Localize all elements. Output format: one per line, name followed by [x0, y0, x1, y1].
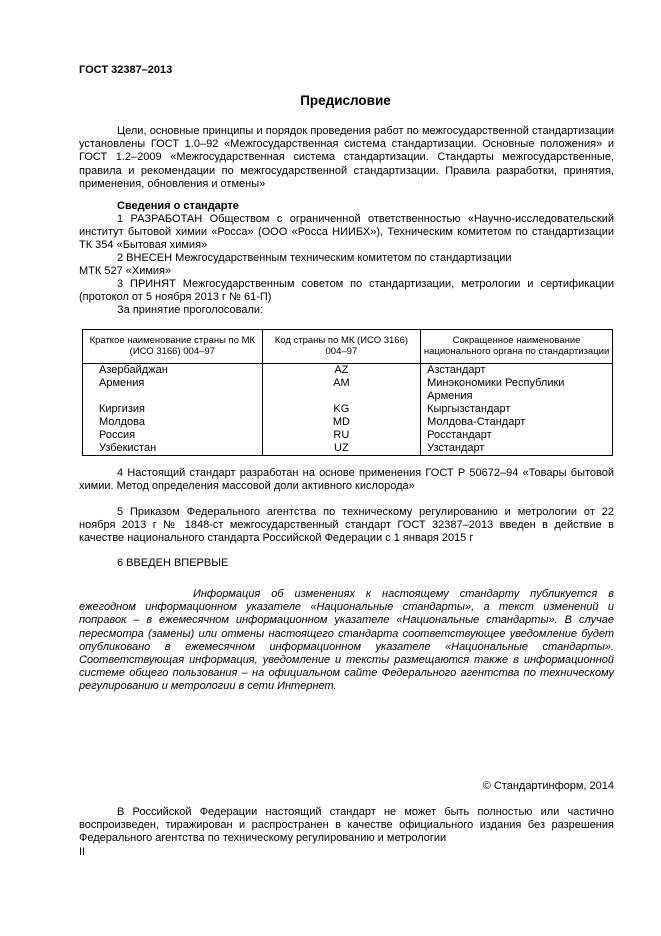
standards-body-text: Минэкономики Республики Армения	[427, 377, 565, 402]
about-heading: Сведения о стандарте	[117, 200, 239, 212]
amendments-info-notice: Информация об изменениях к настоящему стандарту публикуется в ежегодном информационном указателе «Национальные стандарты», а текст изменений и поправок – в ежемесячном информационном указателе «Национальные стандарты». В случае пересмотра (замены) или отмены настоящего стандарта соответствующее уведомление будет опубликовано в ежемесячном информационном указателе «Национальные стандарты». Соответствующая информация, уведомление и тексты размещаются также в информационной системе общего пользования – на официальном сайте Федерального агентства по техническому регулированию и метрологии в сети Интернет.	[79, 588, 614, 693]
intro-paragraph: Цели, основные принципы и порядок проведения работ по межгосударственной стандартизации установлены ГОСТ 1.0–92 «Межгосударственная система стандартизации. Основные положения» и ГОСТ 1.2–2009 «Межгосударственная система стандартизации. Стандарты межгосударственные, правила и рекомендации по межгосударственной стандартизации. Правила разработки, принятия, применения, обновления и отмены»	[79, 125, 614, 190]
country-code: MD	[262, 416, 420, 429]
table-row	[83, 377, 613, 403]
page-title: Предисловие	[300, 93, 391, 108]
country-code: RU	[262, 429, 420, 442]
country-code: AZ	[262, 364, 420, 378]
first-introduced-item: 6 ВВЕДЕН ВПЕРВЫЕ	[117, 557, 229, 569]
table-row	[83, 364, 613, 378]
standards-body: Азстандарт	[421, 364, 613, 378]
standards-body: Росстандарт	[421, 429, 613, 442]
member-countries-table	[82, 329, 613, 456]
document-id: ГОСТ 32387–2013	[79, 64, 173, 76]
country-code: UZ	[262, 442, 420, 456]
table-row	[83, 416, 613, 429]
standards-body: Молдова-Стандарт	[421, 416, 613, 429]
basis-item: 4 Настоящий стандарт разработан на основе применения ГОСТ Р 50672–94 «Товары бытовой химии. Метод определения массовой доли активного кислорода»	[79, 467, 614, 493]
reproduction-notice: В Российской Федерации настоящий стандарт не может быть полностью или частично воспроизведен, тиражирован и распространен в качестве официального издания без разрешения Федерального агентства по техническому регулированию и метрологии	[79, 806, 614, 845]
developed-by-item: 1 РАЗРАБОТАН Обществом с ограниченной ответственностью «Научно-исследовательский институт бытовой химии «Росса» (ООО «Росса НИИБХ»), Техническим комитетом по стандартизации ТК 354 «Бытовая химия»	[79, 213, 614, 252]
country-name: Узбекистан	[83, 442, 263, 456]
table-header-row	[83, 330, 613, 364]
enactment-item: 5 Приказом Федерального агентства по техническому регулированию и метрологии от 22 ноября 2013 г № 1848-ст межгосударственный стандарт ГОСТ 32387–2013 введен в действие в качестве национального стандарта Российской Федерации с 1 января 2015 г	[79, 506, 614, 545]
country-name: Армения	[83, 377, 263, 403]
column-header-country: Краткое наименование страны по МК (ИСО 3166) 004–97	[83, 330, 263, 364]
voted-label: За принятие проголосовали:	[117, 304, 264, 316]
adopted-by-item: 3 ПРИНЯТ Межгосударственным советом по стандартизации, метрологии и сертификации (протокол от 5 ноября 2013 г № 61-П)	[79, 278, 614, 304]
column-header-body: Сокращенное наименование национального органа по стандартизации	[421, 330, 613, 364]
country-code: KG	[262, 403, 420, 416]
page-number: II	[79, 846, 86, 858]
table-row	[83, 442, 613, 456]
copyright-notice: © Стандартинформ, 2014	[482, 780, 614, 792]
standards-body: Кыргызстандарт	[421, 403, 613, 416]
standards-body: Узстандарт	[421, 442, 613, 456]
country-name: Киргизия	[83, 403, 263, 416]
table-row	[83, 403, 613, 416]
country-name: Азербайджан	[83, 364, 263, 378]
column-header-code: Код страны по МК (ИСО 3166) 004–97	[262, 330, 420, 364]
submitted-by-item: 2 ВНЕСЕН Межгосударственным техническим комитетом по стандартизации	[117, 252, 512, 264]
country-code: AM	[262, 377, 420, 403]
country-name: Россия	[83, 429, 263, 442]
standards-body	[421, 377, 613, 403]
submitted-by-committee: МТК 527 «Химия»	[79, 265, 172, 277]
table-row	[83, 429, 613, 442]
country-name: Молдова	[83, 416, 263, 429]
